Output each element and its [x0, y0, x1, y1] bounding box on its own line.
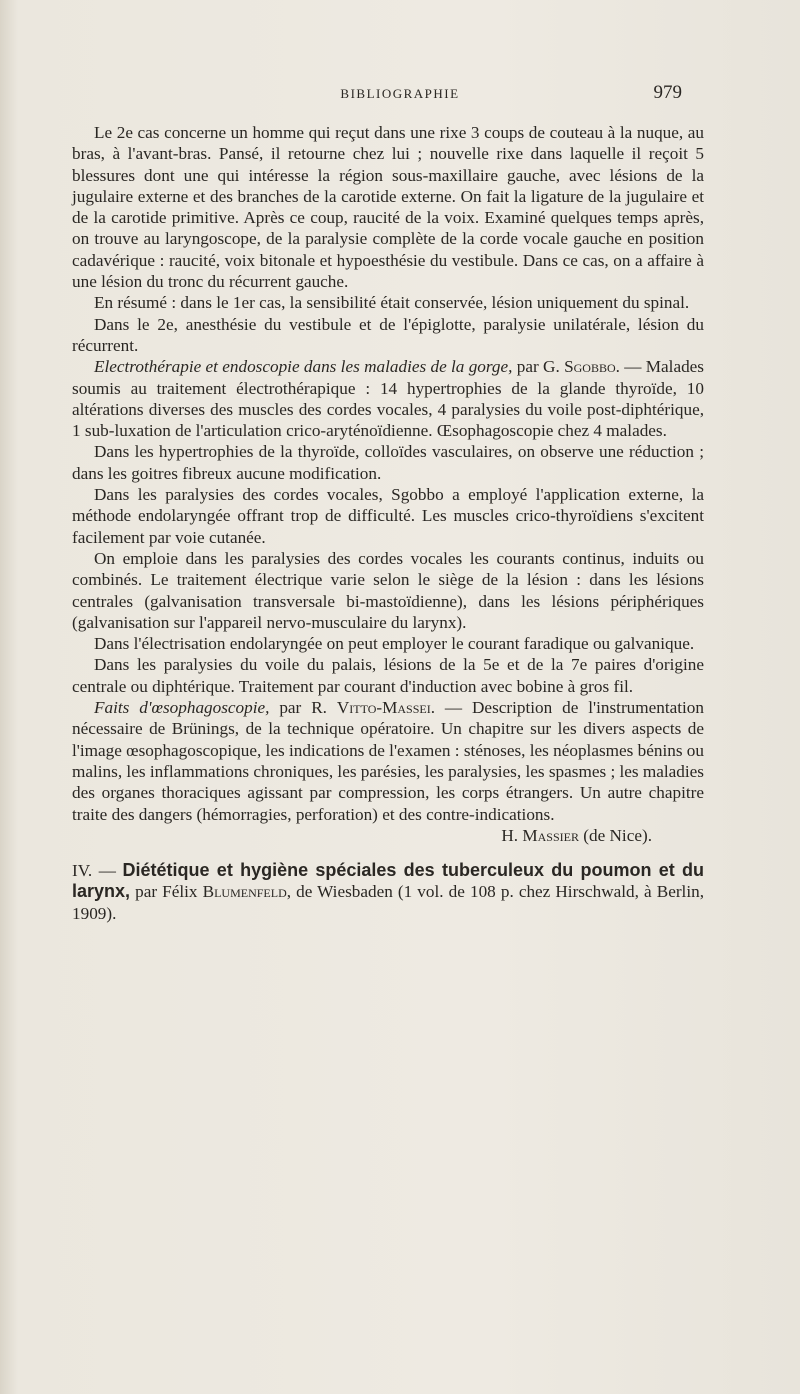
paragraph-5: Dans les hypertrophies de la thyroïde, colloïdes vasculaires, on observe une réduction ; dans les goitres fibreux aucune modification. [72, 442, 704, 483]
body-text [72, 122, 704, 924]
paragraph-6: Dans les paralysies des cordes vocales, Sgobbo a employé l'application externe, la méthode endolaryngée offrant trop de difficulté. Les muscles crico-thyroïdiens s'excitent facilement par voie cutanée. [72, 485, 704, 547]
paragraph-1: Le 2e cas concerne un homme qui reçut dans une rixe 3 coups de couteau à la nuque, au bras, à l'avant-bras. Pansé, il retourne chez lui ; nouvelle rixe dans laquelle il reçoit 5 blessures dont une qui intéresse la région sous-maxillaire gauche, avec lésions de la jugulaire externe et des branches de la carotide externe. On fait la ligature de la jugulaire et de la carotide primitive. Après ce coup, raucité de la voix. Examiné quelques temps après, on trouve au laryngoscope, de la paralysie complète de la corde vocale gauche en position cadavérique : raucité, voix bitonale et hypoesthésie du vestibule. Dans ce cas, on a affaire à une lésion du tronc du récurrent gauche. [72, 123, 704, 292]
signature-name: Massier [522, 825, 579, 845]
section-by: par Félix [130, 882, 203, 902]
section-iv [72, 860, 704, 924]
page-number: 979 [653, 82, 682, 103]
paragraph-4 [72, 356, 704, 441]
section-number: IV. — [72, 861, 123, 881]
author-vitto-massei: Vitto-Massei [336, 698, 431, 718]
paragraph-7: On emploie dans les paralysies des cordes vocales les courants continus, induits ou combinés. Le traitement électrique varie selon le siège de la lésion : dans les lésions centrales (galvanisation transversale bi-mastoïdienne), dans les lésions périphériques (galvanisation sur l'appareil nervo-musculaire du larynx). [72, 548, 704, 632]
paragraph-2: En résumé : dans le 1er cas, la sensibilité était conservée, lésion uniquement du spinal. [94, 293, 690, 313]
running-title: BIBLIOGRAPHIE [340, 86, 460, 101]
signature-initial: H. [501, 825, 523, 845]
article-title-oesophagoscopie: Faits d'œsophagoscopie, [94, 698, 270, 718]
paragraph-4-text: . — Malades soumis au traitement électrothérapique : 14 hypertrophies de la glande thyroïde, 10 altérations diverses des muscles des cordes vocales, 4 paralysies du voile post-diphtérique, 1 sub-luxation de l'articulation crico-aryténoïdienne. Œsophagoscopie chez 4 malades. [72, 357, 704, 441]
author-sgobbo: Sgobbo [564, 357, 616, 377]
by-text: par R. [269, 698, 337, 718]
paragraph-3: Dans le 2e, anesthésie du vestibule et de l'épiglotte, paralysie unilatérale, lésion du récurrent. [72, 314, 704, 355]
paragraph-10 [72, 697, 704, 825]
section-title: Diététique et hygiène spéciales des tuberculeux du poumon et du larynx, [72, 860, 704, 902]
section-author: Blumenfeld [202, 882, 287, 902]
article-title-electrotherapie: Electrothérapie et endoscopie dans les maladies de la gorge, [94, 357, 513, 377]
paragraph-9: Dans les paralysies du voile du palais, lésions de la 5e et de la 7e paires d'origine centrale ou diphtérique. Traitement par courant d'induction avec bobine à gros fil. [72, 655, 704, 696]
paragraph-8: Dans l'électrisation endolaryngée on peut employer le courant faradique ou galvanique. [94, 634, 695, 654]
by-text: par G. [512, 357, 565, 377]
section-rest: , de Wiesbaden (1 vol. de 108 p. chez Hirschwald, à Berlin, 1909). [72, 882, 704, 923]
signature [72, 825, 704, 846]
signature-place: (de Nice). [578, 825, 652, 845]
paragraph-10-text: . — Description de l'instrumentation nécessaire de Brünings, de la technique opératoire. Un chapitre sur les divers aspects de l'image œsophagoscopique, les indications de l'examen : sténoses, les néoplasmes bénins ou malins, les inflammations chroniques, les parésies, les paralysies, les spasmes ; les maladies des organes thoraciques agissant par compression, les corps étrangers. Un autre chapitre traite des dangers (hémorragies, perforation) et des contre-indications. [72, 698, 704, 824]
page-header [0, 82, 800, 106]
